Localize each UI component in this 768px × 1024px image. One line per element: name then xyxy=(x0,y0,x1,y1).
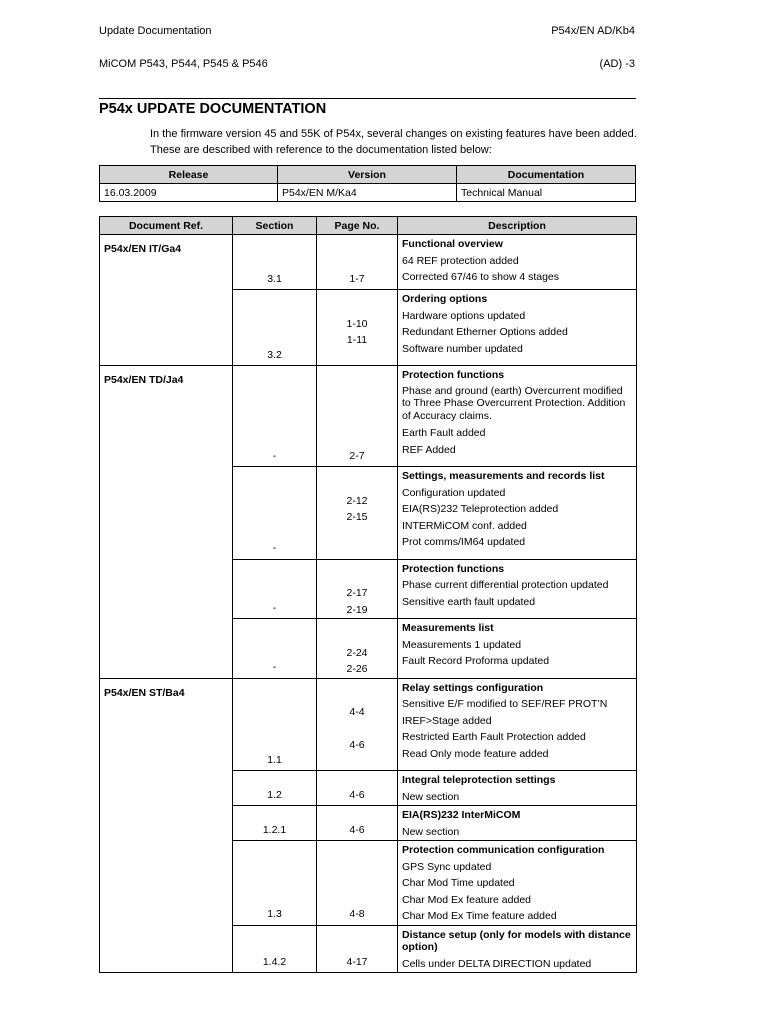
page-cell xyxy=(317,290,398,366)
section-cell xyxy=(233,619,317,679)
section-cell xyxy=(233,678,317,771)
page-number-value xyxy=(317,476,397,493)
description-cell xyxy=(398,925,637,973)
description-item: Redundant Etherner Options added xyxy=(402,326,568,338)
page-number-value xyxy=(317,526,397,543)
description-cell xyxy=(398,559,637,619)
page-number-value: 4-6 xyxy=(349,823,365,836)
page-number-value xyxy=(317,299,397,316)
page-number-value: 2-12 xyxy=(346,494,368,507)
description-cell xyxy=(398,235,637,290)
section-cell xyxy=(233,559,317,619)
page-number-value: 1-7 xyxy=(349,272,365,285)
section-header: Section xyxy=(233,217,317,235)
doc-ref-cell: P54x/EN TD/Ja4 xyxy=(100,366,233,679)
page-cell xyxy=(317,366,398,467)
description-cell xyxy=(398,771,637,806)
page-title: P54x UPDATE DOCUMENTATION xyxy=(99,101,327,117)
section-cell xyxy=(233,806,317,841)
page-no-header: Page No. xyxy=(317,217,398,235)
description-item: Software number updated xyxy=(402,342,523,355)
document-table xyxy=(99,216,637,973)
section-value: 1.4.2 xyxy=(262,955,287,968)
description-cell xyxy=(398,841,637,926)
description-cell xyxy=(398,619,637,679)
description-item: INTERMiCOM conf. added xyxy=(402,519,527,532)
page-cell xyxy=(317,467,398,560)
page-cell xyxy=(317,235,398,290)
page-number-value xyxy=(317,754,397,771)
page-cell xyxy=(317,678,398,771)
page-cell xyxy=(317,841,398,926)
section-value: 1.2 xyxy=(267,788,282,801)
page-number-value xyxy=(317,688,397,705)
description-heading: Functional overview xyxy=(402,238,503,250)
page-number-value xyxy=(317,628,397,645)
description-header: Description xyxy=(398,217,637,235)
page-cell xyxy=(317,806,398,841)
description-item: Char Mod Ex feature added xyxy=(402,893,531,906)
page-number-value xyxy=(317,349,397,366)
section-value: - xyxy=(272,601,277,614)
description-item: Prot comms/IM64 updated xyxy=(402,536,526,548)
description-item: Fault Record Proforma updated xyxy=(402,655,550,667)
page-number-value: 4-4 xyxy=(349,706,365,718)
description-heading: Integral teleprotection settings xyxy=(402,774,556,786)
description-cell xyxy=(398,678,637,771)
page-number-value: 2-17 xyxy=(346,587,368,599)
description-item: Earth Fault added xyxy=(402,427,486,439)
description-item: Char Mod Ex Time feature added xyxy=(402,910,557,922)
section-value: 1.2.1 xyxy=(262,823,287,836)
description-heading: Protection functions xyxy=(402,369,505,381)
section-value: - xyxy=(272,661,277,673)
description-cell xyxy=(398,806,637,841)
description-heading: Settings, measurements and records list xyxy=(402,470,605,482)
intro-paragraph: In the firmware version 45 and 55K of P54x, several changes on existing features have been added. These are described with reference to the documentation listed below: xyxy=(150,128,637,156)
doc-ref-header: Document Ref. xyxy=(100,217,233,235)
page-number: (AD) -3 xyxy=(599,58,635,70)
description-heading: Ordering options xyxy=(402,293,488,305)
page-number-value xyxy=(317,721,397,738)
description-item: Corrected 67/46 to show 4 stages xyxy=(402,271,560,283)
page-number-value: 4-8 xyxy=(349,908,365,920)
description-item: IREF>Stage added xyxy=(402,714,492,727)
release-table xyxy=(99,165,636,202)
description-cell xyxy=(398,366,637,467)
section-value: 3.2 xyxy=(267,348,282,361)
description-item: Sensitive earth fault updated xyxy=(402,595,536,608)
page-number-value: 2-15 xyxy=(346,511,368,523)
page-number-value: 1-11 xyxy=(346,334,368,346)
title-rule xyxy=(99,98,636,99)
product-name: MiCOM P543, P544, P545 & P546 xyxy=(99,58,268,70)
section-cell xyxy=(233,467,317,560)
section-value: 1.3 xyxy=(267,908,282,920)
page-number-value: 2-19 xyxy=(346,603,368,616)
description-heading: Relay settings configuration xyxy=(402,681,544,694)
section-value: 1.1 xyxy=(267,753,282,766)
page-number-value: 2-7 xyxy=(349,449,365,462)
page-number-value: 2-24 xyxy=(346,646,368,659)
description-heading: Distance setup (only for models with distance option) xyxy=(402,928,631,953)
description-cell xyxy=(398,290,637,366)
doc-ref-cell: P54x/EN IT/Ga4 xyxy=(100,235,233,366)
description-item: Cells under DELTA DIRECTION updated xyxy=(402,957,592,970)
description-item: EIA(RS)232 Teleprotection added xyxy=(402,503,559,515)
doc-ref-cell: P54x/EN ST/Ba4 xyxy=(100,678,233,973)
running-header-left: Update Documentation xyxy=(99,25,212,37)
page-number-value: 2-26 xyxy=(346,663,368,675)
description-item: REF Added xyxy=(402,443,456,456)
section-cell xyxy=(233,235,317,290)
description-item: Read Only mode feature added xyxy=(402,747,549,760)
description-heading: EIA(RS)232 InterMiCOM xyxy=(402,809,521,821)
description-cell xyxy=(398,467,637,560)
description-heading: Measurements list xyxy=(402,622,494,634)
section-cell xyxy=(233,925,317,973)
description-item: Phase current differential protection updated xyxy=(402,579,609,591)
description-item: GPS Sync updated xyxy=(402,860,492,873)
description-item: Configuration updated xyxy=(402,486,506,499)
page-cell xyxy=(317,771,398,806)
description-item: 64 REF protection added xyxy=(402,254,519,267)
description-item: New section xyxy=(402,825,460,838)
description-item: Restricted Earth Fault Protection added xyxy=(402,731,586,743)
page-cell xyxy=(317,559,398,619)
section-cell xyxy=(233,841,317,926)
section-value: - xyxy=(272,542,277,554)
section-cell xyxy=(233,290,317,366)
section-cell xyxy=(233,366,317,467)
description-heading: Protection functions xyxy=(402,562,505,575)
section-value: 3.1 xyxy=(267,272,282,285)
page-number-value xyxy=(317,569,397,586)
description-item: Phase and ground (earth) Overcurrent modified to Three Phase Overcurrent Protection. Addition of Accuracy claims. xyxy=(402,384,626,422)
section-cell xyxy=(233,771,317,806)
running-header-right: P54x/EN AD/Kb4 xyxy=(551,25,635,37)
page-number-value: 4-6 xyxy=(349,739,365,751)
documentation-value: Technical Manual xyxy=(457,184,636,202)
description-item: Char Mod Time updated xyxy=(402,877,515,889)
description-item: Sensitive E/F modified to SEF/REF PROT’N xyxy=(402,698,608,710)
page-number-value xyxy=(317,542,397,559)
page-number-value: 4-17 xyxy=(346,955,368,968)
page-number-value: 4-6 xyxy=(349,788,365,801)
section-value: - xyxy=(272,449,277,462)
description-item: New section xyxy=(402,790,460,803)
version-header: Version xyxy=(278,166,457,184)
version-value: P54x/EN M/Ka4 xyxy=(278,184,457,202)
page-cell xyxy=(317,619,398,679)
page-cell xyxy=(317,925,398,973)
description-item: Hardware options updated xyxy=(402,309,526,322)
description-heading: Protection communication configuration xyxy=(402,844,605,856)
release-date: 16.03.2009 xyxy=(100,184,278,202)
page-number-value: 1-10 xyxy=(346,317,368,330)
release-header: Release xyxy=(100,166,278,184)
description-item: Measurements 1 updated xyxy=(402,638,522,651)
documentation-header: Documentation xyxy=(457,166,636,184)
